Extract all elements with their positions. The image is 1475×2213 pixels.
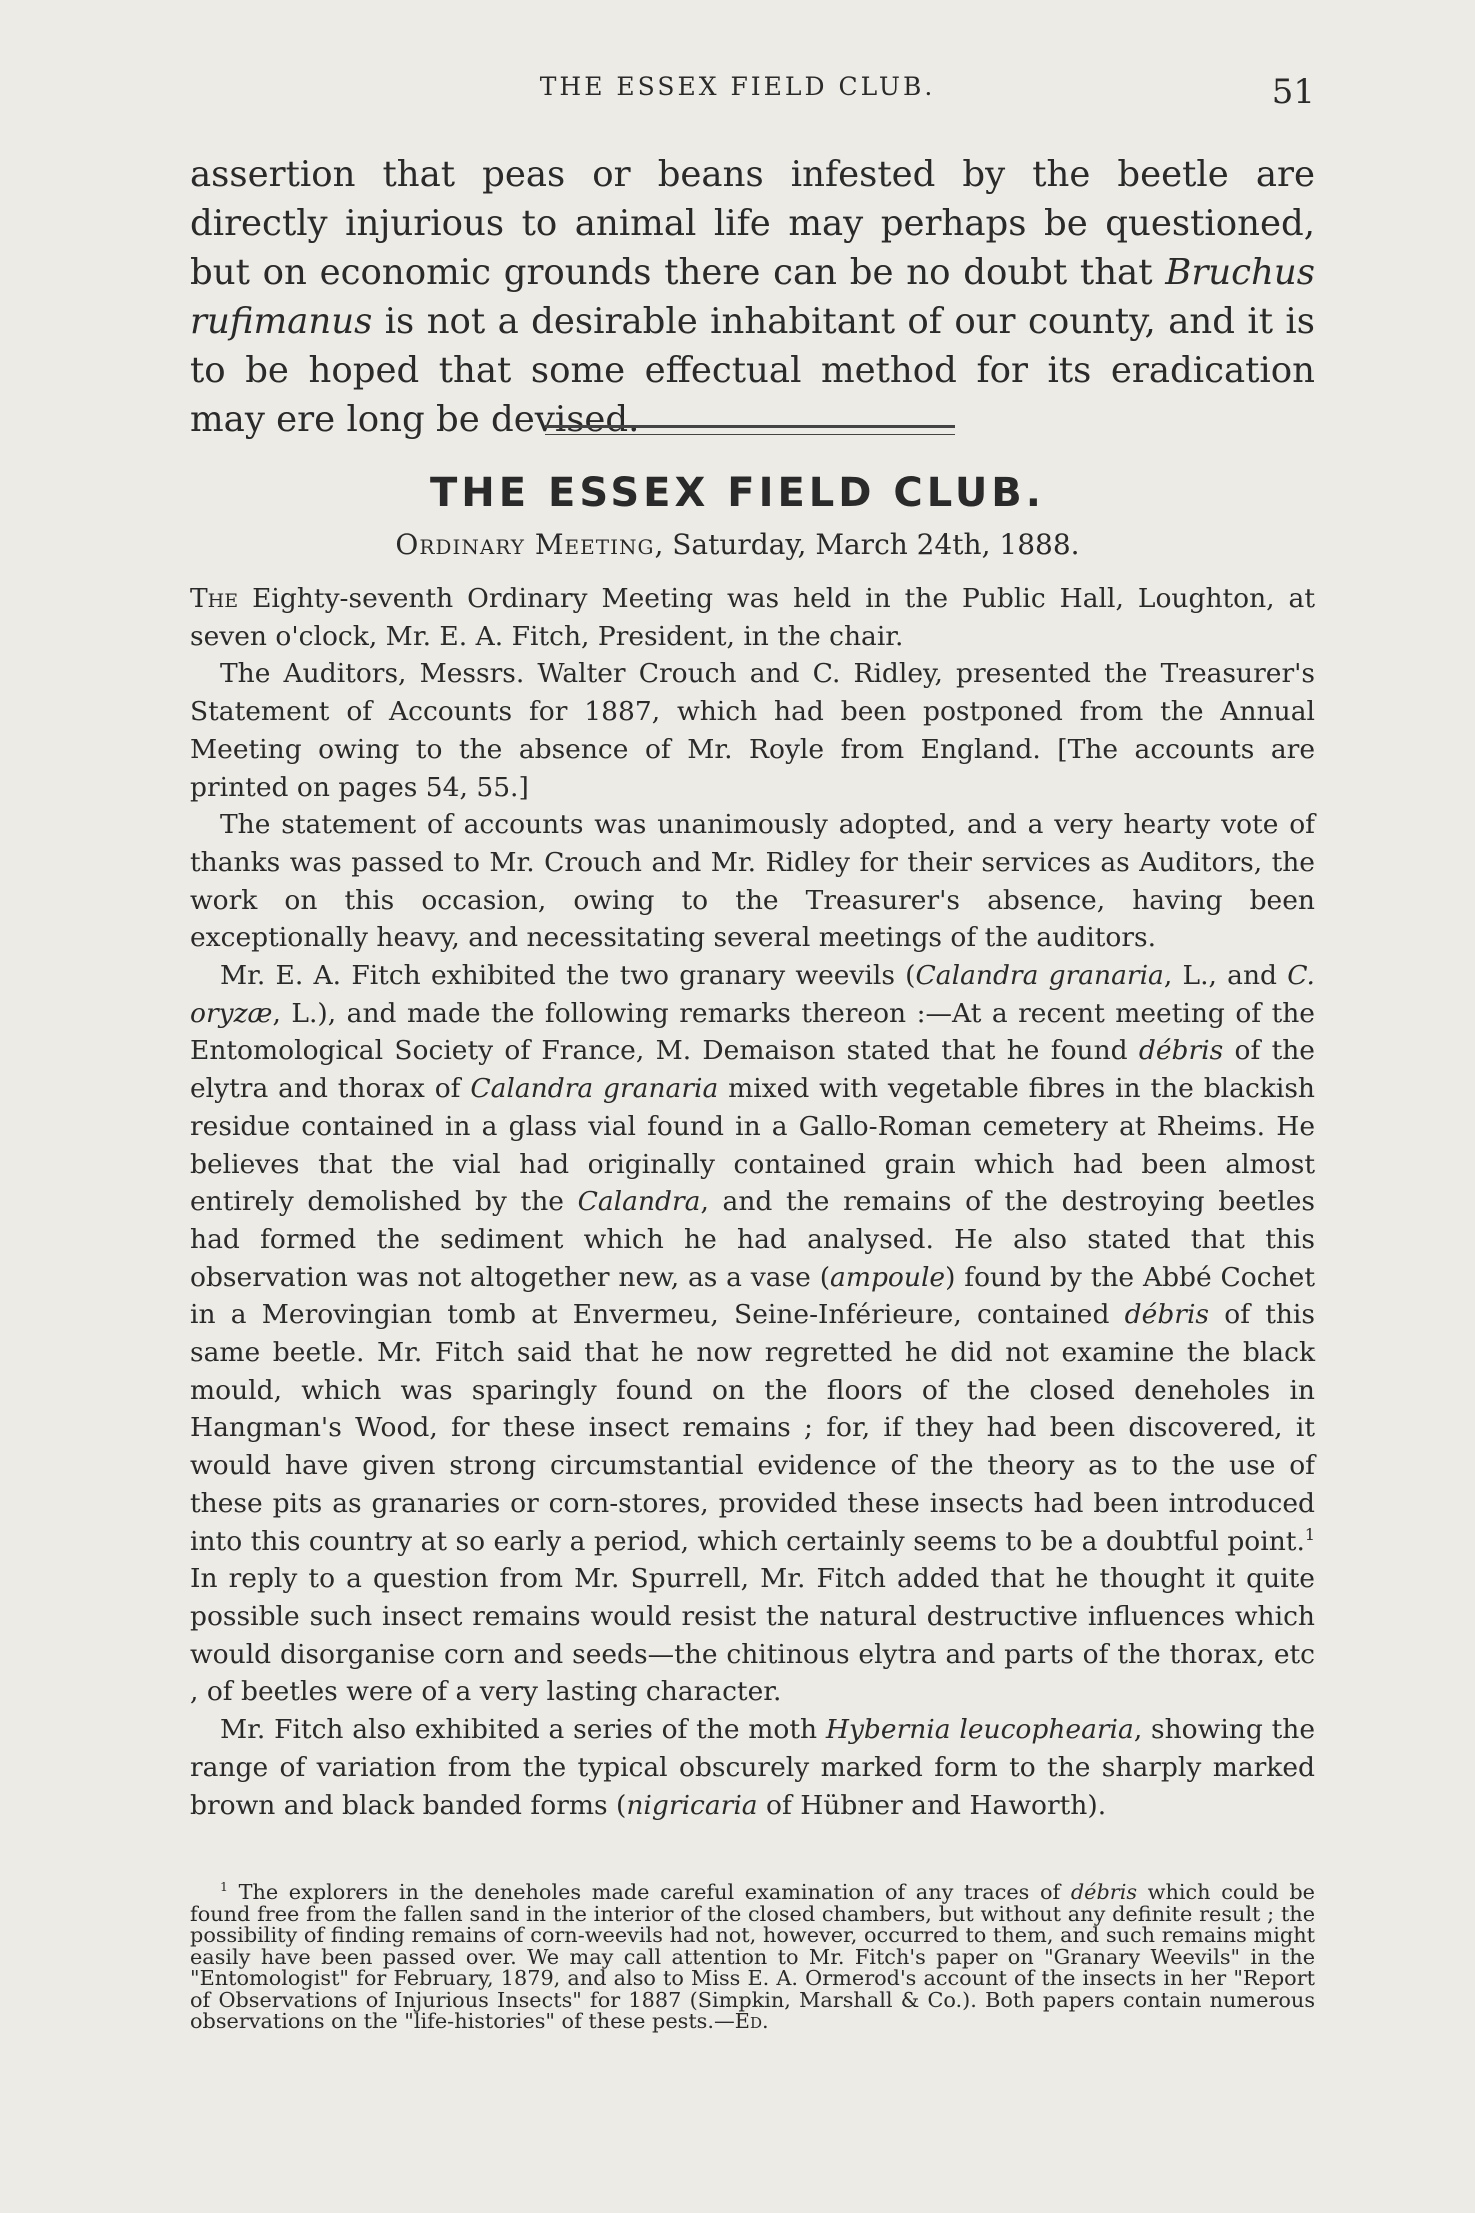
species-name: Bruchus rufimanus [190,252,1315,342]
paragraph-4: Mr. E. A. Fitch exhibited the two granary weevils (Calandra granaria, L., and C. oryzæ, L.), and made the following remarks thereon :—At a recent meeting of the Entomological Society of France, M. Demaison stated that he found débris of the elytra and thorax of Calandra granaria mixed with vegetable fibres in the blackish residue contained in a glass vial found in a Gallo-Roman cemetery at Rheims. He believes that the vial had originally contained grain which had been almost entirely demolished by the Calandra, and the remains of the destroying beetles had formed the sediment which he had analysed. He also stated that this observation was not altogether new, as a vase (ampoule) found by the Abbé Cochet in a Merovingian tomb at Envermeu, Seine-Inférieure, contained débris of this same beetle. Mr. Fitch said that he now regretted he did not examine the black mould, which was sparingly found on the floors of the closed deneholes in Hangman's Wood, for these insect remains ; for, if they had been discovered, it would have given strong circumstantial evidence of the theory as to the use of these pits as granaries or corn-stores, provided these insects had been introduced into this country at so early a period, which certainly seems to be a doubtful point.$^1$ In reply to a question from Mr. Spurrell, Mr. Fitch added that he thought it quite possible such insect remains would resist the natural destructive influences which would disorganise corn and seeds—the chitinous elytra and parts of the thorax, etc , of beetles were of a very lasting character. [190,960,1316,1708]
editor-signoff: Ed. [734,2009,769,2033]
paragraph-5: Mr. Fitch also exhibited a series of the moth Hybernia leucophearia, showing the range of variation from the typical obscurely marked form to the sharply marked brown and black banded forms (nigricaria of Hübner and Haworth). [190,1714,1315,1821]
paragraph-3: The statement of accounts was unanimously adopted, and a very hearty vote of thanks was passed to Mr. Crouch and Mr. Ridley for their services as Auditors, the work on this occasion, owing to the Treasurer's absence, having been exceptionally heavy, and necessitating several meetings of the auditors. [190,809,1315,954]
paragraph-2: The Auditors, Messrs. Walter Crouch and C. Ridley, presented the Treasurer's Statement of Accounts for 1887, which had been postponed from the Annual Meeting owing to the absence of Mr. Royle from England. [The accounts are printed on pages 54, 55.] [190,658,1315,803]
meeting-label: Ordinary Meeting [395,528,655,561]
meeting-report [190,580,1315,1824]
meeting-heading [0,528,1475,561]
page-number: 51 [1271,72,1315,112]
section-divider [545,425,955,435]
paragraph-1: The Eighty-seventh Ordinary Meeting was held in the Public Hall, Loughton, at seven o'clock, Mr. E. A. Fitch, President, in the chair. [190,583,1315,652]
meeting-date: , Saturday, March 24th, 1888. [654,528,1080,561]
running-head: THE ESSEX FIELD CLUB. [539,72,936,101]
intro-paragraph: assertion that peas or beans infested by the beetle are directly injurious to animal life may perhaps be questioned, but on economic grounds there can be no doubt that Bruchus rufimanus is not a desirable inhabitant of our county, and it is to be hoped that some effectual method for its eradication may ere long be devised. [190,154,1315,440]
section-title: THE ESSEX FIELD CLUB. [430,470,1045,516]
footnote-marker: 1 [220,1879,228,1895]
footnote-ref[interactable]: 1 [1304,1524,1315,1544]
footnote: $^1$ The explorers in the deneholes made careful examination of any traces of débris which could be found free from the fallen sand in the interior of the closed chambers, but without any definite result ; the possibility of finding remains of corn-weevils had not, however, occurred to them, and such remains might easily have been passed over. We may call attention to Mr. Fitch's paper on "Granary Weevils" in the "Entomologist" for February, 1879, and also to Miss E. A. Ormerod's account of the insects in her "Report of Observations of Injurious Insects" for 1887 (Simpkin, Marshall & Co.). Both papers contain numerous observations on the "life-histories" of these pests.—Ed. [190,1879,1315,2033]
